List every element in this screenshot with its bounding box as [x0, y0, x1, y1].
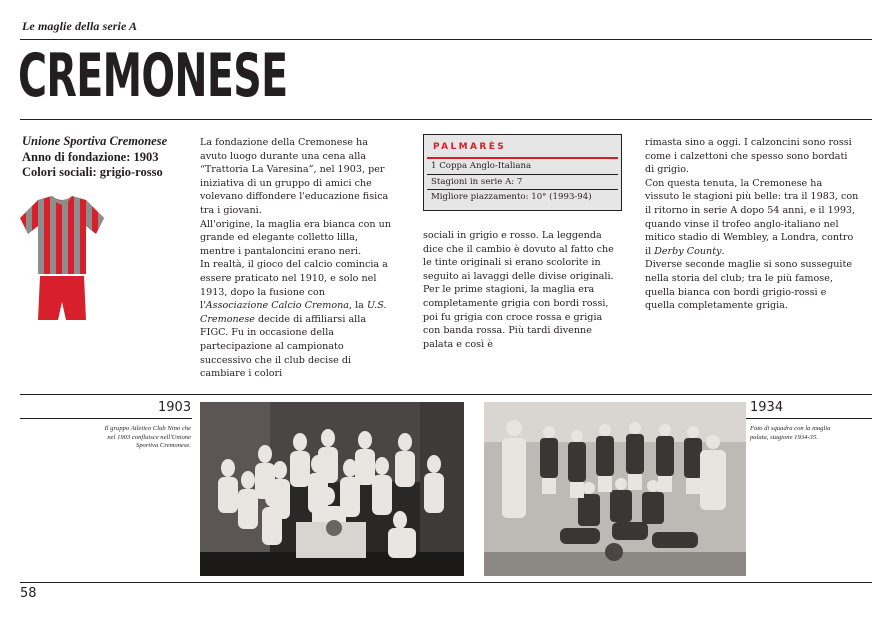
club-colors: Colori sociali: grigio-rosso	[22, 165, 163, 179]
text-column-2	[423, 229, 619, 351]
page-title: CREMONESE	[18, 41, 288, 111]
palmares-row: Stagioni in serie A: 7	[427, 175, 618, 191]
col1-paragraph-2: All'origine, la maglia era bianca con un grande ed elegante colletto lilla, mentre i pantaloncini erano neri.	[200, 218, 392, 257]
col3-paragraph-2: Con questa tenuta, la Cremonese ha vissuto le stagioni più belle: tra il 1983, con il ritorno in serie A dopo 54 anni, e il 1993, quando vinse il trofeo anglo-italiano nel mitico stadio di Wembley, a Londra, contro il Derby County.	[645, 177, 859, 257]
photo-year-1903: 1903	[158, 400, 192, 415]
title-rule	[20, 119, 872, 120]
photo-caption-right: Foto di squadra con la maglia palata, stagione 1934-35.	[750, 425, 831, 441]
palmares-row: Migliore piazzamento: 10° (1993-94)	[431, 192, 592, 202]
footer-rule	[20, 582, 872, 583]
col3-paragraph-3: Diverse seconde maglie si sono susseguite nella storia del club; tra le più famose, quella bianca con bordi grigio-rossi e quella completamente grigia.	[645, 259, 853, 312]
team-photo-1934	[484, 402, 746, 576]
photo-right-year-rule	[746, 418, 872, 419]
kit-illustration	[20, 196, 104, 326]
photo-left-year-rule	[20, 418, 192, 419]
col3-paragraph-1: rimasta sino a oggi. I calzoncini sono rossi come i calzettoni che spesso sono bordati di grigio.	[645, 137, 852, 176]
founding-year: Anno di fondazione: 1903	[22, 149, 159, 164]
palmares-row: 1 Coppa Anglo-Italiana	[427, 159, 618, 175]
club-name: Unione Sportiva Cremonese	[22, 134, 168, 148]
col1-paragraph-3: In realtà, il gioco del calcio comincia a essere praticato nel 1910, e solo nel 1913, dopo la fusione con l'Associazione Calcio Cremona, la U.S. Cremonese decide di affiliarsi alla FIGC. Fu in occasione della partecipazione al campionato successivo che il club decise di cambiare i colori	[200, 259, 388, 380]
photo-year-1934: 1934	[750, 400, 784, 415]
photo-caption-left: Il gruppo Atletico Club Nino che nel 1903 confluisce nell'Unione Sportiva Cremonese.	[104, 425, 191, 450]
palmares-heading: PALMARÈS	[427, 135, 618, 159]
col2-paragraph-2: Per le prime stagioni, la maglia era completamente grigia con bordi rossi, poi fu grigia con croce rossa e grigia con banda rossa. Più tardi divenne palata e così è	[423, 284, 609, 350]
text-column-1	[200, 136, 396, 381]
col2-paragraph-1: sociali in grigio e rosso. La leggenda dice che il cambio è dovuto al fatto che le tinte originali si erano scolorite in seguito ai lavaggi delle divise originali.	[423, 230, 614, 282]
photo-band-top-rule	[20, 394, 872, 395]
shorts	[38, 276, 86, 320]
col1-paragraph-1: La fondazione della Cremonese ha avuto luogo durante una cena alla “Trattoria La Varesina”, nel 1903, per iniziativa di un gruppo di amici che volevano diffondere l'educazione fisica tra i giovani.	[200, 137, 389, 216]
shirt	[20, 196, 104, 276]
series-label: Le maglie della serie A	[22, 19, 138, 33]
team-photo-1903	[200, 402, 464, 576]
palmares-box	[423, 134, 622, 211]
text-column-3	[645, 136, 859, 313]
club-info	[22, 134, 167, 181]
page-number: 58	[20, 586, 37, 601]
